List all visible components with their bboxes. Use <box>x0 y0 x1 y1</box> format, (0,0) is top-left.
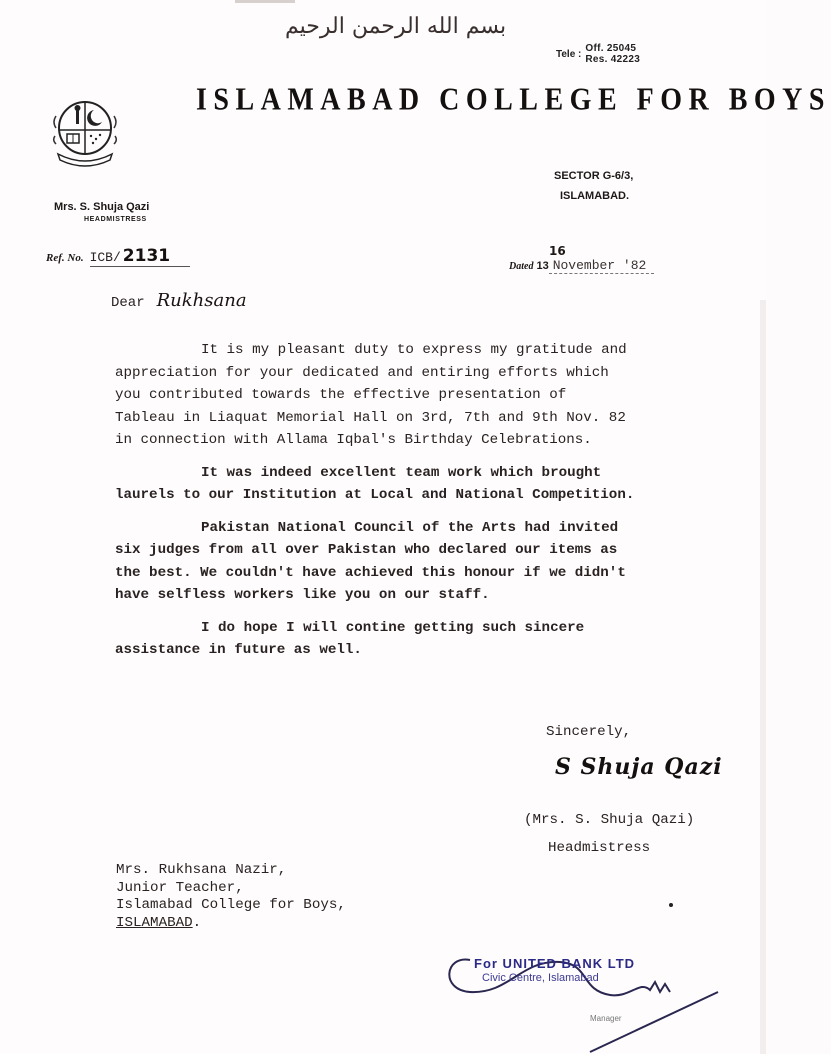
bank-stamp <box>440 940 740 1050</box>
residence-phone: Res. 42223 <box>585 54 641 65</box>
recipient-institution: Islamabad College for Boys, <box>116 897 346 913</box>
college-crest-icon <box>50 92 120 176</box>
valediction: Sincerely, <box>546 724 632 740</box>
stamp-line-1: For UNITED BANK LTD <box>474 956 636 971</box>
headmistress-title: HEADMISTRESS <box>84 216 147 223</box>
salutation <box>111 290 247 311</box>
signer-block <box>524 806 694 862</box>
reference-handwritten: 2131 <box>122 246 171 266</box>
stamp-line-3: Manager <box>590 1014 622 1023</box>
handwritten-signature: S Shuja Qazi <box>555 754 723 780</box>
recipient-city: ISLAMABAD <box>116 914 193 931</box>
office-phone: Off. 25045 <box>585 43 637 54</box>
body-paragraph-4: I do hope I will contine getting such sincere assistance in future as well. <box>115 619 585 658</box>
salutation-name: Rukhsana <box>156 290 247 311</box>
body-paragraph-1: It is my pleasant duty to express my gratitude and appreciation for your dedicated and entiring efforts which you contributed towards the effective presentation of Tableau in Liaquat Memorial Hall on 3rd, 7th and 9th Nov. 82 in connection with Allama Iqbal's Birthday Celebrations. <box>115 342 627 448</box>
college-name: ISLAMABAD COLLEGE FOR BOYS <box>196 82 831 118</box>
reference-value <box>90 246 190 267</box>
scan-edge-shadow <box>760 300 766 1054</box>
address-line-1: SECTOR G-6/3, <box>554 170 634 182</box>
signer-title: Headmistress <box>548 840 651 856</box>
telephone-block <box>556 43 640 65</box>
college-address <box>554 166 633 206</box>
date-month-year: November '82 <box>549 258 655 274</box>
date-correction: 16 <box>549 244 566 258</box>
reference-label: Ref. No. <box>46 252 84 264</box>
body-paragraph-2: It was indeed excellent team work which brought laurels to our Institution at Local and National Competition. <box>115 464 635 503</box>
date-label: Dated <box>509 261 534 272</box>
telephone-label: Tele : <box>556 49 582 60</box>
address-line-2: ISLAMABAD. <box>560 190 630 202</box>
recipient-city-suffix: . <box>192 914 202 931</box>
stamp-line-2: Civic Centre, Islamabad <box>482 972 599 984</box>
headmistress-name: Mrs. S. Shuja Qazi <box>54 201 150 213</box>
letter-date <box>509 244 654 274</box>
reference-number <box>46 246 190 267</box>
scan-smudge <box>235 0 295 3</box>
recipient-position: Junior Teacher, <box>116 879 244 896</box>
bismillah-calligraphy: بسم الله الرحمن الرحيم <box>285 14 507 39</box>
reference-typed: ICB/ <box>89 250 121 265</box>
ink-dot <box>669 903 673 907</box>
letter-body <box>115 339 735 672</box>
body-paragraph-3: Pakistan National Council of the Arts had invited six judges from all over Pakistan who declared our items as the best. We couldn't have achieved this honour if we didn't have selfless workers like you on our staff. <box>115 519 626 603</box>
recipient-address <box>116 862 346 932</box>
date-day: 13 <box>536 260 549 272</box>
salutation-dear: Dear <box>111 295 145 311</box>
signer-name: (Mrs. S. Shuja Qazi) <box>524 812 695 828</box>
recipient-name: Mrs. Rukhsana Nazir, <box>116 862 287 878</box>
